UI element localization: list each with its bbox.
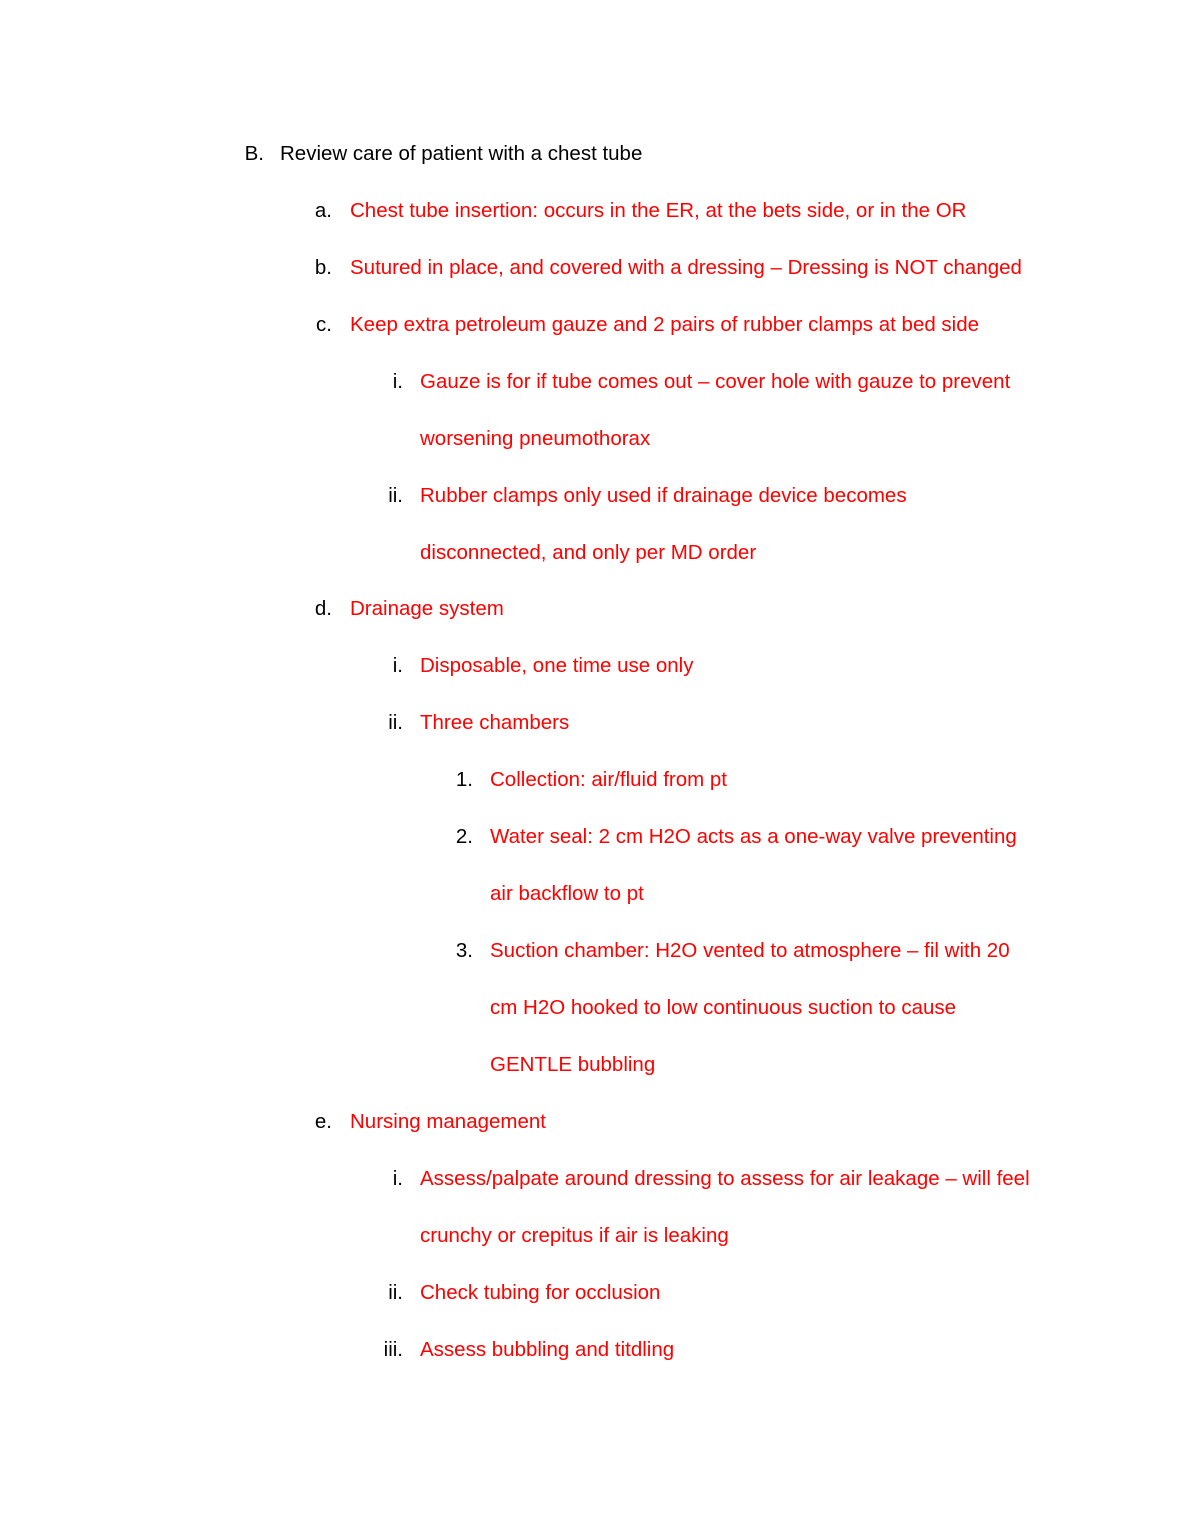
list-item-text: Check tubing for occlusion [420, 1281, 661, 1304]
list-item-text: disconnected, and only per MD order [420, 541, 757, 564]
list-item-text: Sutured in place, and covered with a dressing – Dressing is NOT changed [350, 256, 1022, 279]
list-item-text: crunchy or crepitus if air is leaking [420, 1224, 729, 1247]
list-marker: i. [392, 370, 403, 393]
list-marker: ii. [388, 1281, 403, 1304]
list-item-text: Assess/palpate around dressing to assess for air leakage – will feel [420, 1167, 1030, 1190]
list-marker: ii. [388, 711, 403, 734]
list-item-text: Keep extra petroleum gauze and 2 pairs of rubber clamps at bed side [350, 313, 980, 336]
list-item-text: Assess bubbling and titdling [420, 1338, 675, 1361]
list-item-text: Water seal: 2 cm H2O acts as a one-way valve preventing [490, 825, 1017, 848]
list-marker: 3. [455, 939, 473, 962]
list-item-text: Disposable, one time use only [420, 654, 694, 677]
list-marker: 2. [455, 825, 473, 848]
list-marker: i. [392, 654, 403, 677]
list-item-text: cm H2O hooked to low continuous suction to cause [490, 996, 957, 1019]
list-marker: i. [392, 1167, 403, 1190]
list-marker: 1. [455, 768, 473, 791]
list-item-text: Nursing management [350, 1110, 546, 1133]
list-item-text: Drainage system [350, 597, 504, 620]
list-item-text: worsening pneumothorax [420, 427, 651, 450]
section-title: Review care of patient with a chest tube [280, 142, 643, 165]
list-marker: ii. [388, 484, 403, 507]
list-marker: b. [314, 256, 332, 279]
list-item-text: Rubber clamps only used if drainage device becomes [420, 484, 907, 507]
list-marker: e. [314, 1110, 332, 1133]
list-item-text: air backflow to pt [490, 882, 644, 905]
list-item-text: GENTLE bubbling [490, 1053, 656, 1076]
list-item-text: Gauze is for if tube comes out – cover hole with gauze to prevent [420, 370, 1011, 393]
section-marker: B. [244, 142, 264, 165]
list-item-text: Suction chamber: H2O vented to atmosphere – fil with 20 [490, 939, 1010, 962]
list-item-text: Collection: air/fluid from pt [490, 768, 727, 791]
list-marker: c. [316, 313, 332, 336]
list-marker: d. [314, 597, 332, 620]
list-item-text: Chest tube insertion: occurs in the ER, at the bets side, or in the OR [350, 199, 967, 222]
list-item-text: Three chambers [420, 711, 570, 734]
list-marker: iii. [383, 1338, 403, 1361]
list-marker: a. [314, 199, 332, 222]
